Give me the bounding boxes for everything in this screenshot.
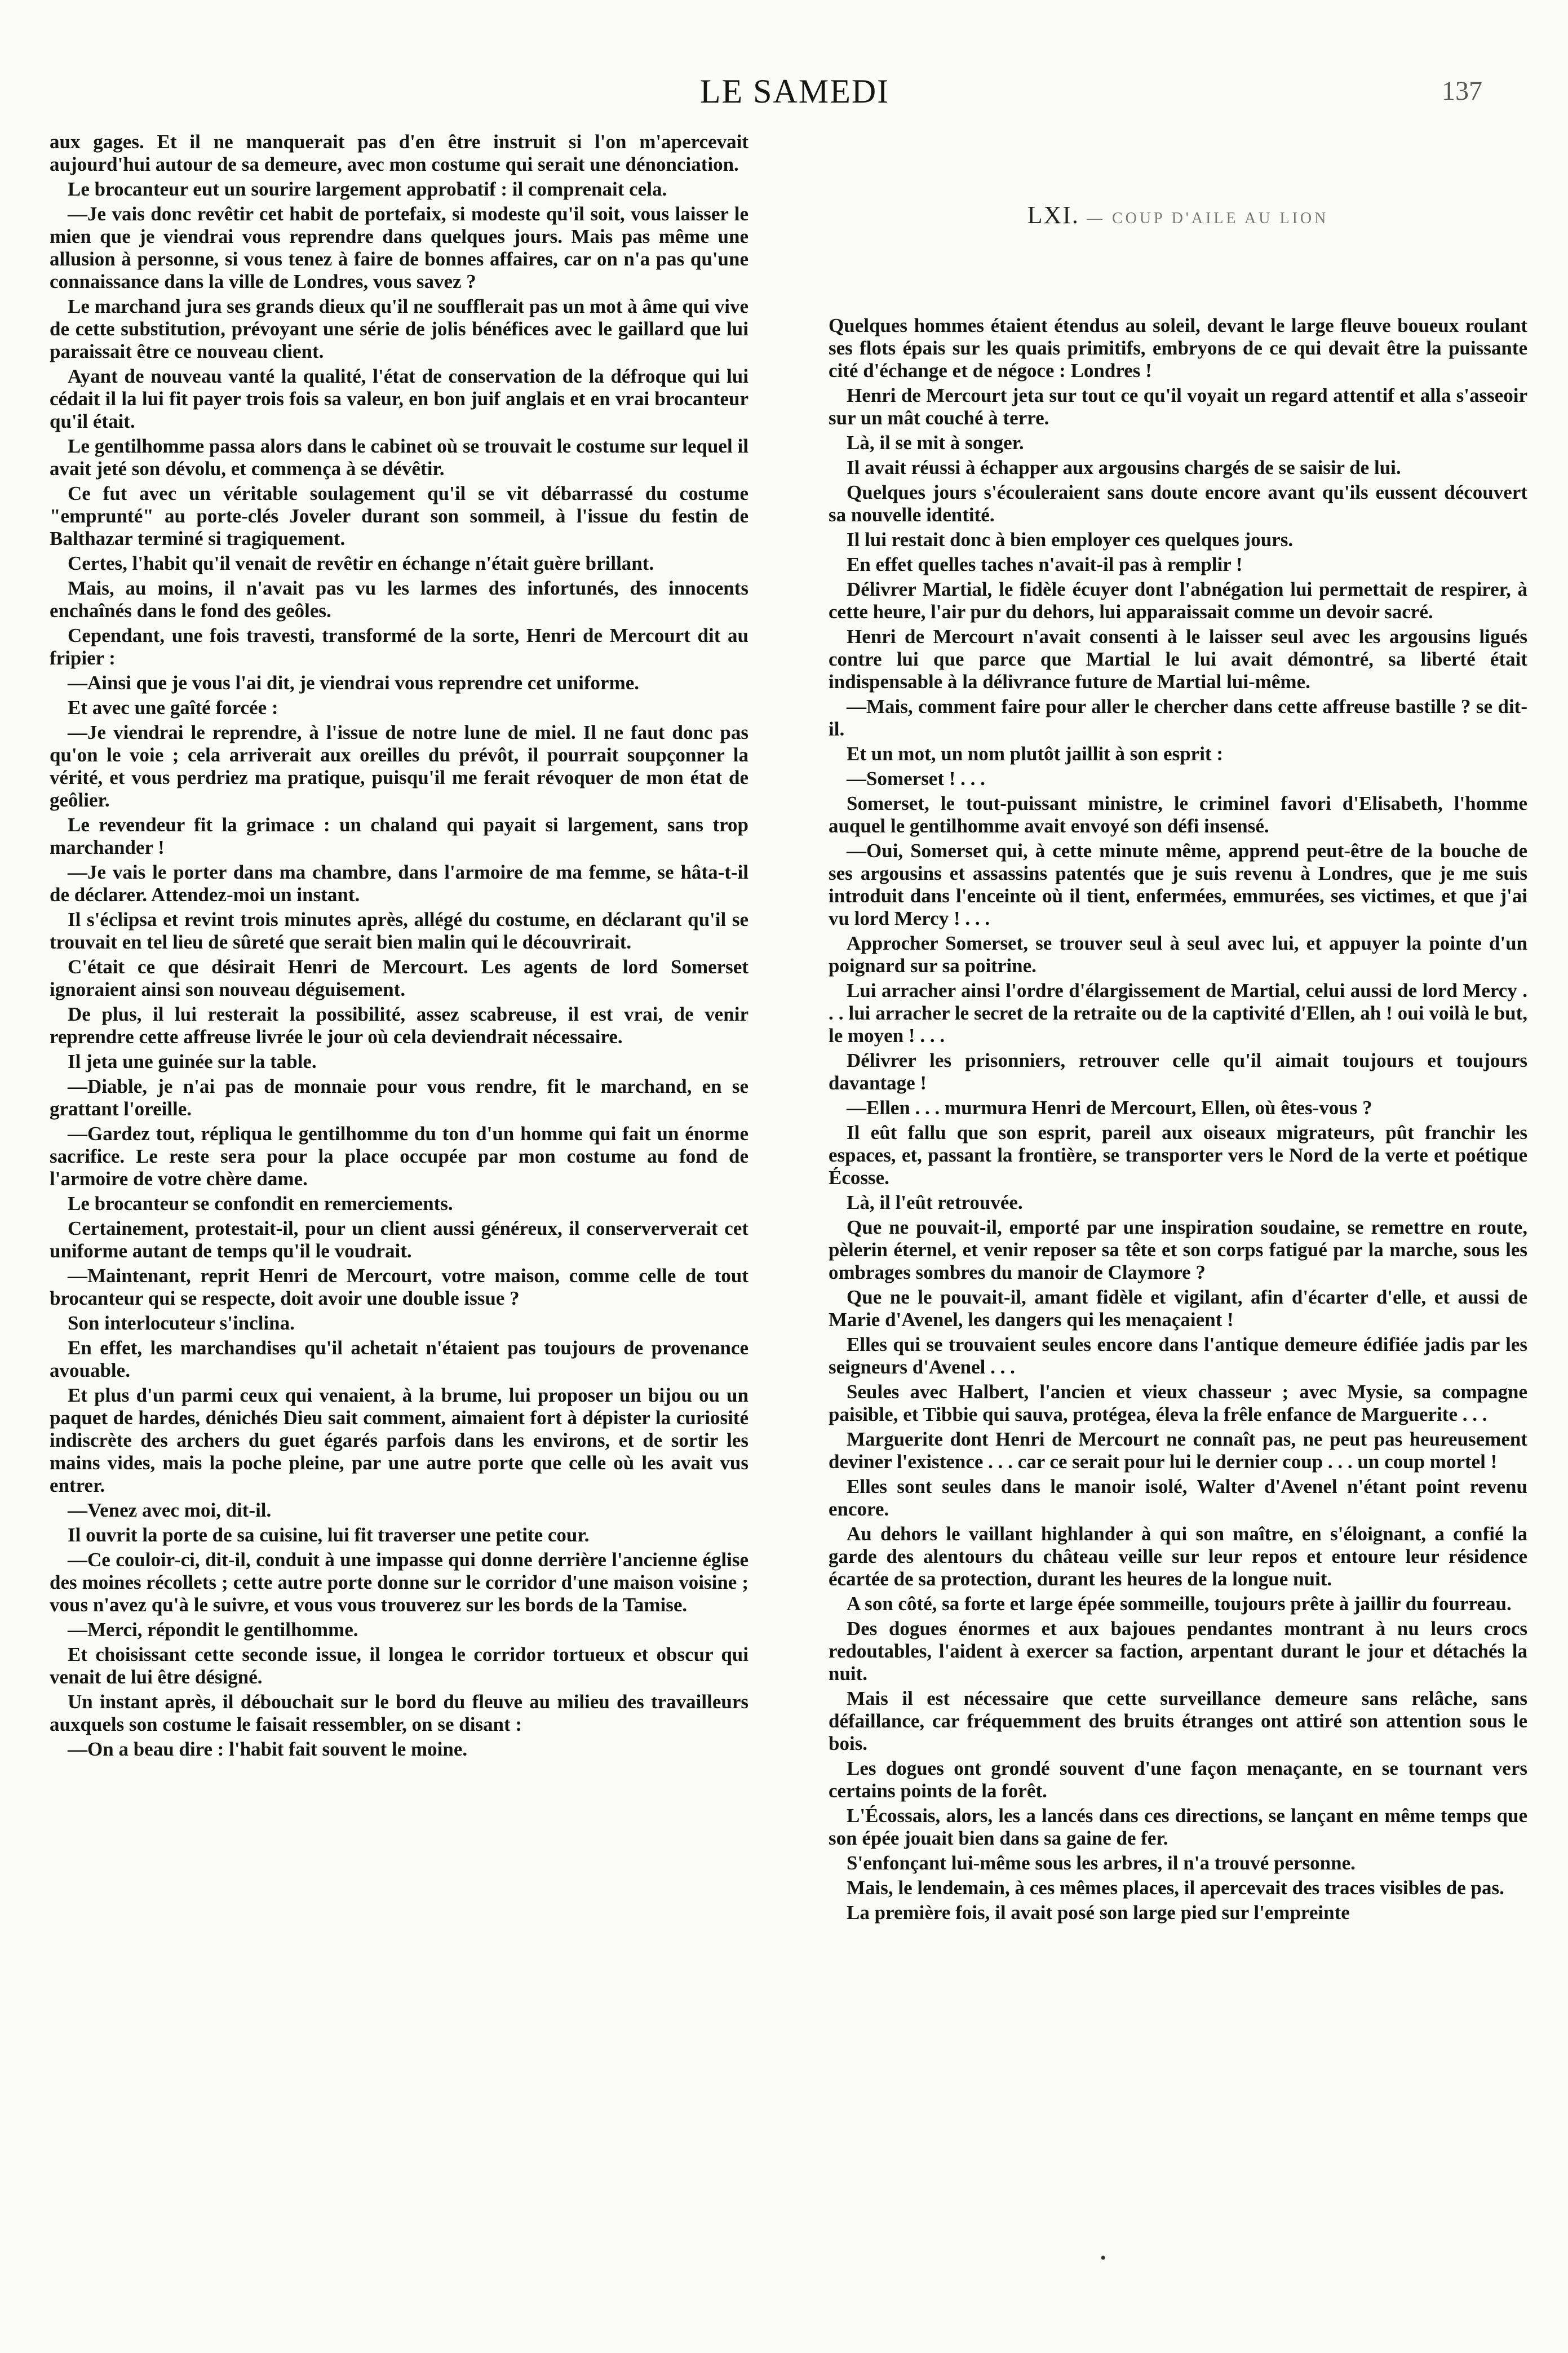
paragraph: Quelques jours s'écouleraient sans doute encore avant qu'ils eussent découvert sa nouvelle identité.	[829, 481, 1527, 526]
paragraph: Marguerite dont Henri de Mercourt ne connaît pas, ne peut pas heureusement deviner l'existence . . . car ce serait pour lui le dernier coup . . . un coup mortel !	[829, 1428, 1527, 1473]
paragraph: —Oui, Somerset qui, à cette minute même, apprend peut-être de la bouche de ses argousins et assassins patentés que je suis revenu à Londres, que je me suis introduit dans l'enceinte où il tient, enfermées, emmurées, ses victimes, et que j'ai vu lord Mercy ! . . .	[829, 840, 1527, 929]
right-text-column	[829, 131, 1527, 1926]
paragraph: Le revendeur fit la grimace : un chaland qui payait si largement, sans trop marchander !	[50, 814, 748, 858]
paragraph: Le gentilhomme passa alors dans le cabinet où se trouvait le costume sur lequel il avait jeté son dévolu, et commença à se dévêtir.	[50, 435, 748, 480]
paragraph: Certes, l'habit qu'il venait de revêtir en échange n'était guère brillant.	[68, 552, 654, 574]
paragraph: —Je vais le porter dans ma chambre, dans l'armoire de ma femme, se hâta-t-il de déclarer. Attendez-moi un instant.	[50, 861, 748, 906]
paragraph: Délivrer Martial, le fidèle écuyer dont l'abnégation lui permettait de respirer, à cette heure, l'air pur du dehors, lui apparaissait comme un devoir sacré.	[829, 578, 1527, 623]
paragraph: En effet quelles taches n'avait-il pas à remplir !	[847, 553, 1243, 575]
paragraph: —Ainsi que je vous l'ai dit, je viendrai vous reprendre cet uniforme.	[68, 672, 640, 694]
paragraph: Le marchand jura ses grands dieux qu'il ne soufflerait pas un mot à âme qui vive de cette substitution, prévoyant une série de jolis bénéfices avec le gaillard que lui paraissait être ce nouveau client.	[50, 295, 748, 362]
paragraph: De plus, il lui resterait la possibilité, assez scabreuse, il est vrai, de venir reprendre cette affreuse livrée le jour où cela deviendrait nécessaire.	[50, 1003, 748, 1048]
paragraph: Cependant, une fois travesti, transformé de la sorte, Henri de Mercourt dit au fripier :	[50, 624, 748, 669]
paragraph: Approcher Somerset, se trouver seul à seul avec lui, et appuyer la pointe d'un poignard sur sa poitrine.	[829, 932, 1527, 977]
paragraph: —Diable, je n'ai pas de monnaie pour vous rendre, fit le marchand, en se grattant l'oreille.	[50, 1075, 748, 1120]
paragraph: Il jeta une guinée sur la table.	[68, 1051, 317, 1073]
paragraph: —Je vais donc revêtir cet habit de portefaix, si modeste qu'il soit, vous laisser le mien que je viendrai vous reprendre dans quelques jours. Mais pas même une allusion à personne, si vous tenez à faire de bonnes affaires, car on n'a pas qu'une connaissance dans la ville de Londres, vous savez ?	[50, 203, 748, 293]
paragraph: Le brocanteur se confondit en remerciements.	[68, 1193, 453, 1215]
paragraph: En effet, les marchandises qu'il achetait n'étaient pas toujours de provenance avouable.	[50, 1337, 748, 1381]
paragraph: Au dehors le vaillant highlander à qui son maître, en s'éloignant, a confié la garde des alentours du château veille sur leur repos et entoure leur résidence écartée de sa protection, durant les heures de la longue nuit.	[829, 1523, 1527, 1590]
chapter-title: — COUP D'AILE AU LION	[1086, 210, 1329, 227]
paragraph: Le brocanteur eut un sourire largement approbatif : il comprenait cela.	[68, 178, 667, 200]
paragraph: Un instant après, il débouchait sur le bord du fleuve au milieu des travailleurs auxquels son costume le faisait ressembler, on se disant :	[50, 1691, 748, 1735]
paragraph: Elles sont seules dans le manoir isolé, Walter d'Avenel n'étant point revenu encore.	[829, 1475, 1527, 1520]
paragraph: Il avait réussi à échapper aux argousins chargés de se saisir de lui.	[847, 457, 1401, 478]
paragraph: Et choisissant cette seconde issue, il longea le corridor tortueux et obscur qui venait de lui être désigné.	[50, 1643, 748, 1688]
paragraph: aux gages. Et il ne manquerait pas d'en être instruit si l'on m'apercevait aujourd'hui autour de sa demeure, avec mon costume qui serait une dénonciation.	[50, 131, 748, 175]
paragraph: Certainement, protestait-il, pour un client aussi généreux, il conserververait cet uniforme autant de temps qu'il le voudrait.	[50, 1217, 748, 1262]
paragraph: —Merci, répondit le gentilhomme.	[68, 1619, 358, 1641]
paragraph: —Je viendrai le reprendre, à l'issue de notre lune de miel. Il ne faut donc pas qu'on le voie ; cela arriverait aux oreilles du prévôt, il pourrait soupçonner la vérité, et vous perdriez ma pratique, puisqu'il me ferait révoquer de mon état de geôlier.	[50, 721, 748, 811]
paragraph: Et un mot, un nom plutôt jaillit à son esprit :	[847, 743, 1223, 765]
paragraph: Là, il l'eût retrouvée.	[847, 1191, 1023, 1213]
publication-title: LE SAMEDI	[699, 73, 890, 110]
page-number: 137	[1442, 76, 1482, 106]
paragraph: Il lui restait donc à bien employer ces quelques jours.	[847, 529, 1294, 551]
paragraph: Lui arracher ainsi l'ordre d'élargissement de Martial, celui aussi de lord Mercy . . . lui arracher le secret de la retraite ou de la captivité d'Ellen, ah ! oui voilà le but, le moyen ! . . .	[829, 980, 1527, 1047]
paragraph: Seules avec Halbert, l'ancien et vieux chasseur ; avec Mysie, sa compagne paisible, et Tibbie qui sauva, protégea, éleva la frêle enfance de Marguerite . . .	[829, 1381, 1527, 1425]
paragraph: —Somerset ! . . .	[847, 768, 985, 790]
paragraph: C'était ce que désirait Henri de Mercourt. Les agents de lord Somerset ignoraient ainsi son nouveau déguisement.	[50, 956, 748, 1000]
paragraph: —Gardez tout, répliqua le gentilhomme du ton d'un homme qui fait un énorme sacrifice. Le reste sera pour la place occupée par mon costume au fond de l'armoire de votre chère dame.	[50, 1123, 748, 1190]
paragraph: Il s'éclipsa et revint trois minutes après, allégé du costume, en déclarant qu'il se trouvait en tel lieu de sûreté que serait bien malin qui le découvrirait.	[50, 909, 748, 953]
paragraph: —Ellen . . . murmura Henri de Mercourt, Ellen, où êtes-vous ?	[847, 1097, 1372, 1119]
paragraph: L'Écossais, alors, les a lancés dans ces directions, se lançant en même temps que son épée jouait bien dans sa gaine de fer.	[829, 1805, 1527, 1849]
paragraph: Somerset, le tout-puissant ministre, le criminel favori d'Elisabeth, l'homme auquel le gentilhomme avait envoyé son défi insensé.	[829, 792, 1527, 837]
paragraph: Henri de Mercourt jeta sur tout ce qu'il voyait un regard attentif et alla s'asseoir sur un mât couché à terre.	[829, 384, 1527, 429]
paragraph: Quelques hommes étaient étendus au soleil, devant le large fleuve boueux roulant ses flots épais sur les quais primitifs, embryons de ce qui devait être la puissante cité d'échange et de négoce : Londres !	[829, 314, 1527, 382]
paragraph: Mais, le lendemain, à ces mêmes places, il apercevait des traces visibles de pas.	[847, 1877, 1504, 1899]
paragraph: Ce fut avec un véritable soulagement qu'il se vit débarrassé du costume "emprunté" au porte-clés Joveler durant son sommeil, à l'issue du festin de Balthazar terminé si tragiquement.	[50, 482, 748, 550]
paragraph: Des dogues énormes et aux bajoues pendantes montrant à nu leurs crocs redoutables, l'aident à exercer sa faction, arpentant durant le jour et détachés la nuit.	[829, 1618, 1527, 1685]
paragraph: La première fois, il avait posé son large pied sur l'empreinte	[847, 1902, 1350, 1924]
paragraph: Et avec une gaîté forcée :	[68, 697, 278, 719]
paragraph: —Venez avec moi, dit-il.	[68, 1499, 272, 1521]
paragraph: S'enfonçant lui-même sous les arbres, il n'a trouvé personne.	[847, 1852, 1356, 1874]
paragraph: Il ouvrit la porte de sa cuisine, lui fit traverser une petite cour.	[68, 1524, 590, 1546]
paragraph: Ayant de nouveau vanté la qualité, l'état de conservation de la défroque qui lui cédait il la lui fit payer trois fois sa valeur, en bon juif anglais et en vrai brocanteur qu'il était.	[50, 365, 748, 432]
paragraph: Mais il est nécessaire que cette surveillance demeure sans relâche, sans défaillance, car fréquemment des bruits étranges ont attiré son attention sous le bois.	[829, 1687, 1527, 1754]
paragraph: Il eût fallu que son esprit, pareil aux oiseaux migrateurs, pût franchir les espaces, et, passant la frontière, se transporter vers le Nord de la verte et poétique Écosse.	[829, 1122, 1527, 1189]
paragraph: A son côté, sa forte et large épée sommeille, toujours prête à jaillir du fourreau.	[847, 1593, 1512, 1615]
chapter-number: LXI.	[1027, 201, 1079, 229]
paragraph: —Ce couloir-ci, dit-il, conduit à une impasse qui donne derrière l'ancienne église des moines récollets ; cette autre porte donne sur le corridor d'une maison voisine ; vous n'avez qu'à le suivre, et vous vous trouverez sur les bords de la Tamise.	[50, 1549, 748, 1616]
paragraph: Et plus d'un parmi ceux qui venaient, à la brume, lui proposer un bijou ou un paquet de hardes, dénichés Dieu sait comment, aimaient fort à dépister la curiosité indiscrète des archers du guet égarés parfois dans les environs, et de sortir les mains vides, mais la poche pleine, par une autre porte que celle où les avait vus entrer.	[50, 1384, 748, 1496]
paragraph: Là, il se mit à songer.	[847, 432, 1024, 454]
page-mark: •	[1100, 2249, 1106, 2267]
paragraph: Que ne le pouvait-il, amant fidèle et vigilant, afin d'écarter d'elle, et aussi de Marie d'Avenel, les dangers qui les menaçaient !	[829, 1286, 1527, 1331]
paragraph: Mais, au moins, il n'avait pas vu les larmes des infortunés, des innocents enchaînés dans le fond des geôles.	[50, 577, 748, 622]
right-paragraphs	[829, 314, 1527, 1924]
left-text-column	[50, 131, 748, 1763]
running-head	[107, 72, 1482, 112]
paragraph: Délivrer les prisonniers, retrouver celle qu'il aimait toujours et toujours davantage !	[829, 1049, 1527, 1094]
chapter-heading	[829, 201, 1527, 230]
paragraph: Que ne pouvait-il, emporté par une inspiration soudaine, se remettre en route, pèlerin éternel, et venir reposer sa tête et son corps fatigué par la marche, sous les ombrages sombres du manoir de Claymore ?	[829, 1216, 1527, 1283]
paragraph: Son interlocuteur s'inclina.	[68, 1312, 295, 1334]
paragraph: —On a beau dire : l'habit fait souvent le moine.	[68, 1738, 468, 1760]
paragraph: Les dogues ont grondé souvent d'une façon menaçante, en se tournant vers certains points de la forêt.	[829, 1757, 1527, 1802]
paragraph: Elles qui se trouvaient seules encore dans l'antique demeure édifiée jadis par les seigneurs d'Avenel . . .	[829, 1333, 1527, 1378]
paragraph: Henri de Mercourt n'avait consenti à le laisser seul avec les argousins ligués contre lui que parce que Martial le lui avait démontré, sa liberté était indispensable à la délivrance future de Martial lui-même.	[829, 626, 1527, 693]
paragraph: —Mais, comment faire pour aller le chercher dans cette affreuse bastille ? se dit-il.	[829, 695, 1527, 740]
paragraph: —Maintenant, reprit Henri de Mercourt, votre maison, comme celle de tout brocanteur qui se respecte, doit avoir une double issue ?	[50, 1265, 748, 1309]
